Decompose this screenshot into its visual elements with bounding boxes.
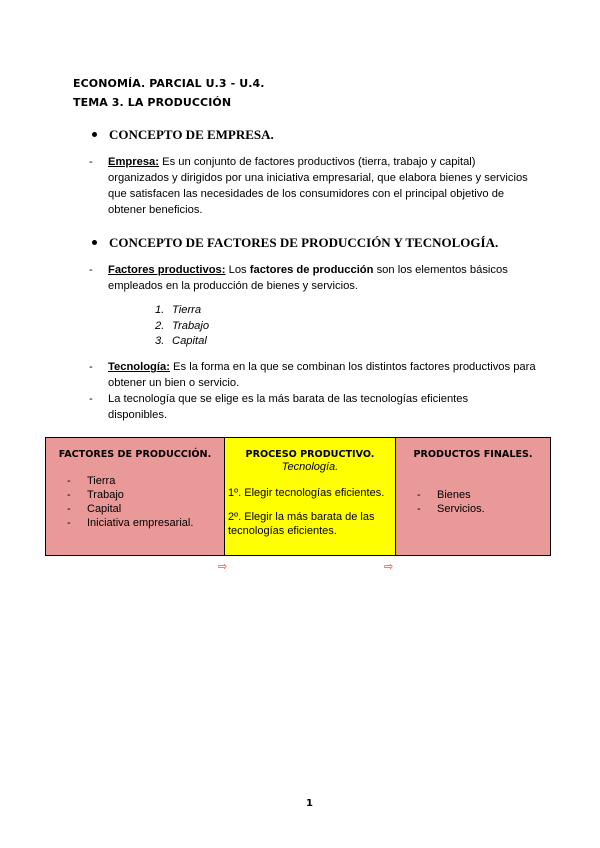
list-item: - Iniciativa empresarial. — [67, 517, 194, 529]
term-tecnologia: Tecnología: — [108, 361, 170, 373]
list-item: - Capital — [67, 503, 122, 515]
step-1: 1º. Elegir tecnologías eficientes. — [228, 487, 385, 499]
section-title-empresa: CONCEPTO DE EMPRESA. — [109, 127, 274, 143]
bullet-icon — [92, 132, 97, 137]
production-table — [45, 437, 551, 556]
paragraph-tecnologia: - Tecnología: Es la forma en la que se combinan los distintos factores productivos para obtener un bien o servicio. — [89, 361, 536, 389]
paragraph-factores: - Factores productivos: Los factores de producción son los elementos básicos empleados en la producción de bienes y servicios. — [89, 264, 508, 292]
bullet-icon — [92, 240, 97, 245]
factors-list — [155, 303, 209, 350]
list-item: - Tierra — [67, 475, 116, 487]
cell-proceso — [225, 438, 396, 556]
paragraph-empresa: - Empresa: Es un conjunto de factores productivos (tierra, trabajo y capital) organizados y dirigidos por una iniciativa empresarial, que elabora bienes y servicios que satisfacen las necesidades de los consumidores con el principal objetivo de obtener beneficios. — [89, 156, 528, 216]
document-header-line1: ECONOMÍA. PARCIAL U.3 - U.4. — [73, 77, 265, 90]
step-2: 2º. Elegir la más barata de las tecnologías eficientes. — [228, 511, 375, 537]
paragraph-eficiente: - La tecnología que se elige es la más barata de las tecnologías eficientes disponibles. — [89, 393, 469, 421]
list-item: 2. Trabajo — [155, 319, 210, 332]
list-item: 1. Tierra — [155, 304, 202, 316]
list-item: 3. Capital — [155, 335, 207, 347]
list-item: - Servicios. — [417, 503, 485, 515]
right-arrow-icon: ⇨ — [218, 561, 228, 573]
cell-productos — [396, 438, 551, 556]
right-arrow-icon: ⇨ — [384, 561, 394, 573]
list-item: - Bienes — [417, 489, 471, 501]
page-number: 1 — [306, 798, 313, 809]
document-header-line2: TEMA 3. LA PRODUCCIÓN — [73, 96, 232, 109]
cell-subtitle-tecnologia: Tecnología. — [281, 461, 339, 473]
cell-factores — [46, 438, 225, 556]
term-empresa: Empresa: — [108, 156, 159, 168]
section-title-factores: CONCEPTO DE FACTORES DE PRODUCCIÓN Y TECNOLOGÍA. — [109, 235, 498, 251]
term-factores-productivos: Factores productivos: — [108, 264, 226, 276]
cell-title-proceso: PROCESO PRODUCTIVO. — [245, 449, 375, 460]
cell-title-factores: FACTORES DE PRODUCCIÓN. — [58, 449, 212, 460]
list-item: - Trabajo — [67, 489, 124, 501]
cell-title-productos: PRODUCTOS FINALES. — [413, 449, 533, 460]
